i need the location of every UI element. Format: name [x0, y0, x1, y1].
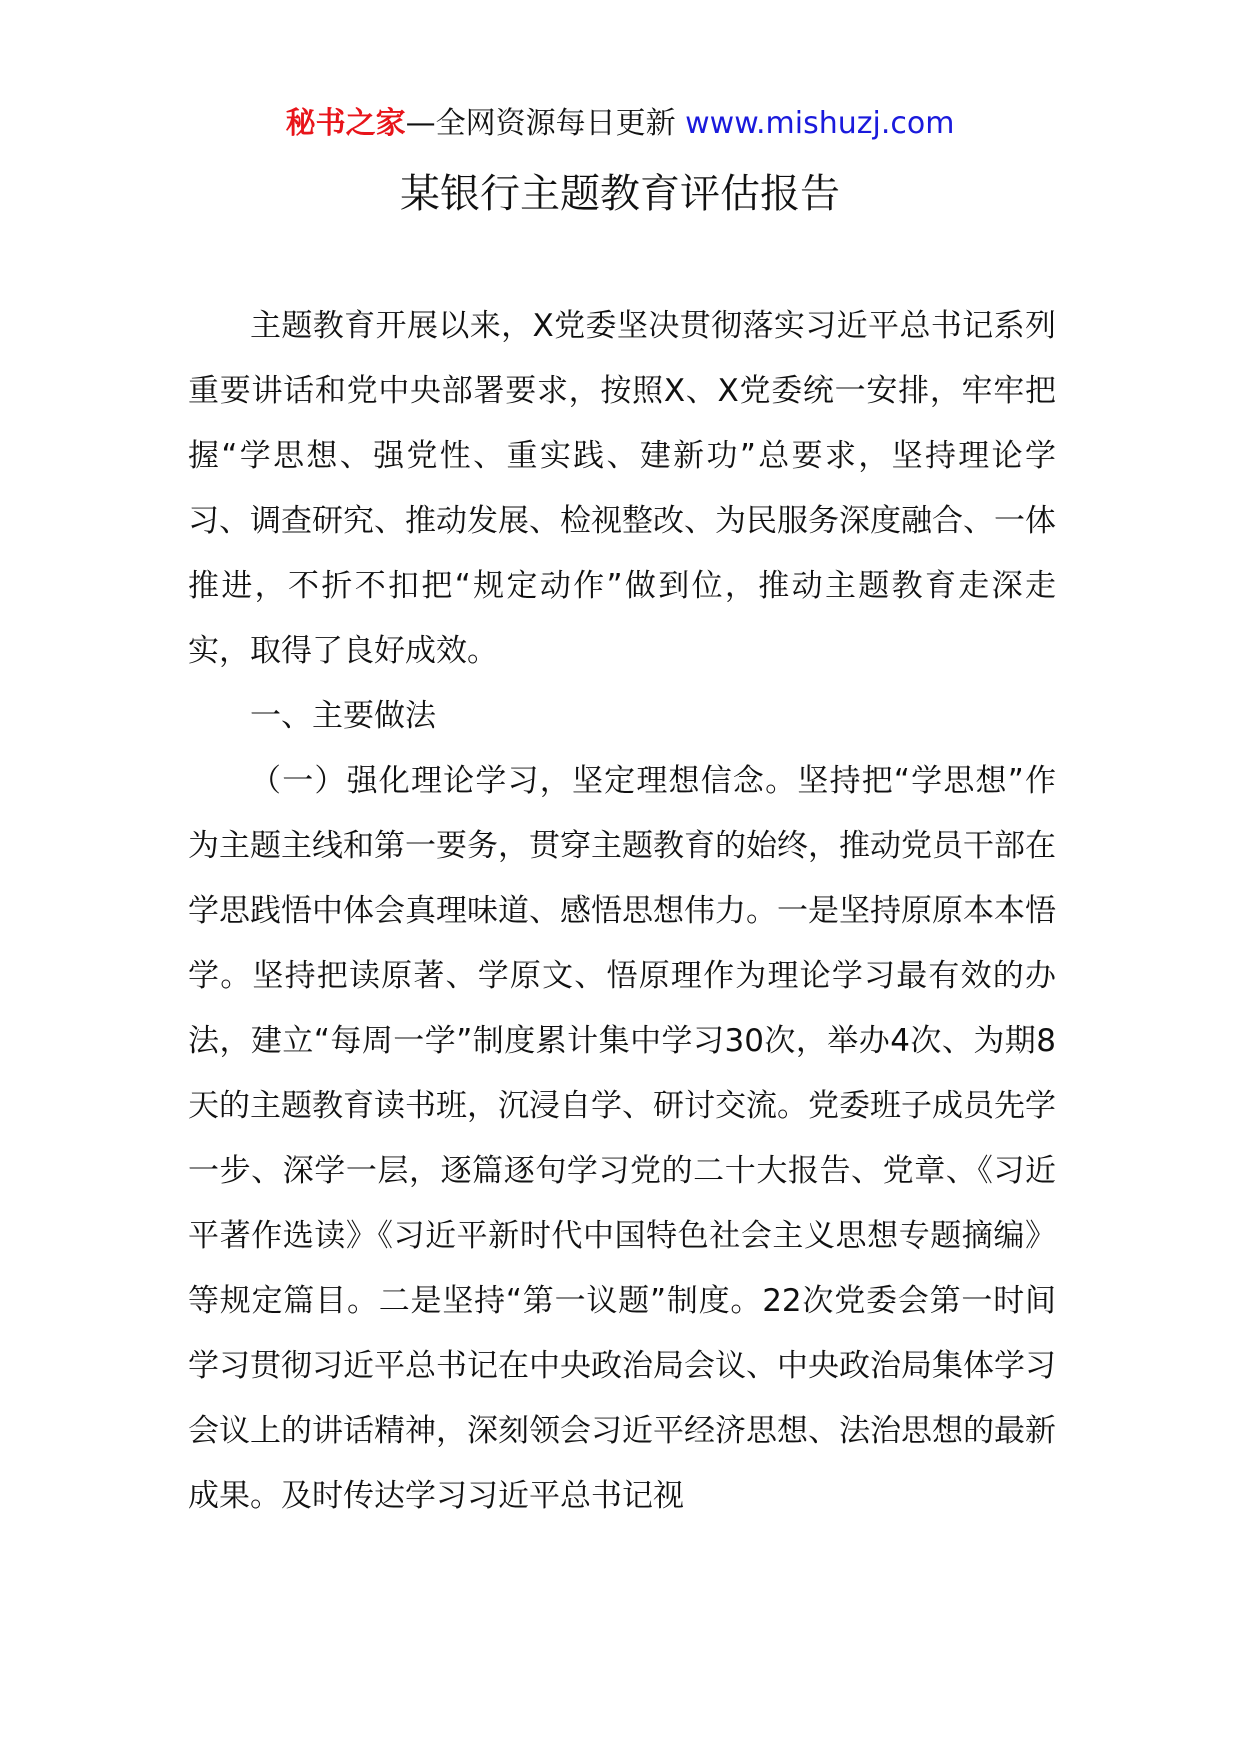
site-banner: [0, 102, 1240, 146]
intro-paragraph: 主题教育开展以来，X党委坚决贯彻落实习近平总书记系列重要讲话和党中央部署要求，按照X、X党委统一安排，牢牢把握“学思想、强党性、重实践、建新功”总要求，坚持理论学习、调查研究、推动发展、检视整改、为民服务深度融合、一体推进，不折不扣把“规定动作”做到位，推动主题教育走深走实，取得了良好成效。: [188, 308, 1056, 669]
section-heading: 一、主要做法: [250, 698, 436, 734]
banner-tagline: —全网资源每日更新: [405, 106, 686, 141]
banner-brand: 秘书之家: [285, 106, 406, 141]
banner-url-link[interactable]: www.mishuzj.com: [685, 106, 955, 141]
body-paragraph: （一）强化理论学习，坚定理想信念。坚持把“学思想”作为主题主线和第一要务，贯穿主题教育的始终，推动党员干部在学思践悟中体会真理味道、感悟思想伟力。一是坚持原原本本悟学。坚持把读原著、学原文、悟原理作为理论学习最有效的办法，建立“每周一学”制度累计集中学习30次，举办4次、为期8天的主题教育读书班，沉浸自学、研讨交流。党委班子成员先学一步、深学一层，逐篇逐句学习党的二十大报告、党章、《习近平著作选读》《习近平新时代中国特色社会主义思想专题摘编》等规定篇目。二是坚持“第一议题”制度。22次党委会第一时间学习贯彻习近平总书记在中央政治局会议、中央政治局集体学习会议上的讲话精神，深刻领会习近平经济思想、法治思想的最新成果。及时传达学习习近平总书记视: [188, 763, 1056, 1514]
document-title: 某银行主题教育评估报告: [400, 171, 840, 217]
document-body: [188, 294, 1056, 1529]
